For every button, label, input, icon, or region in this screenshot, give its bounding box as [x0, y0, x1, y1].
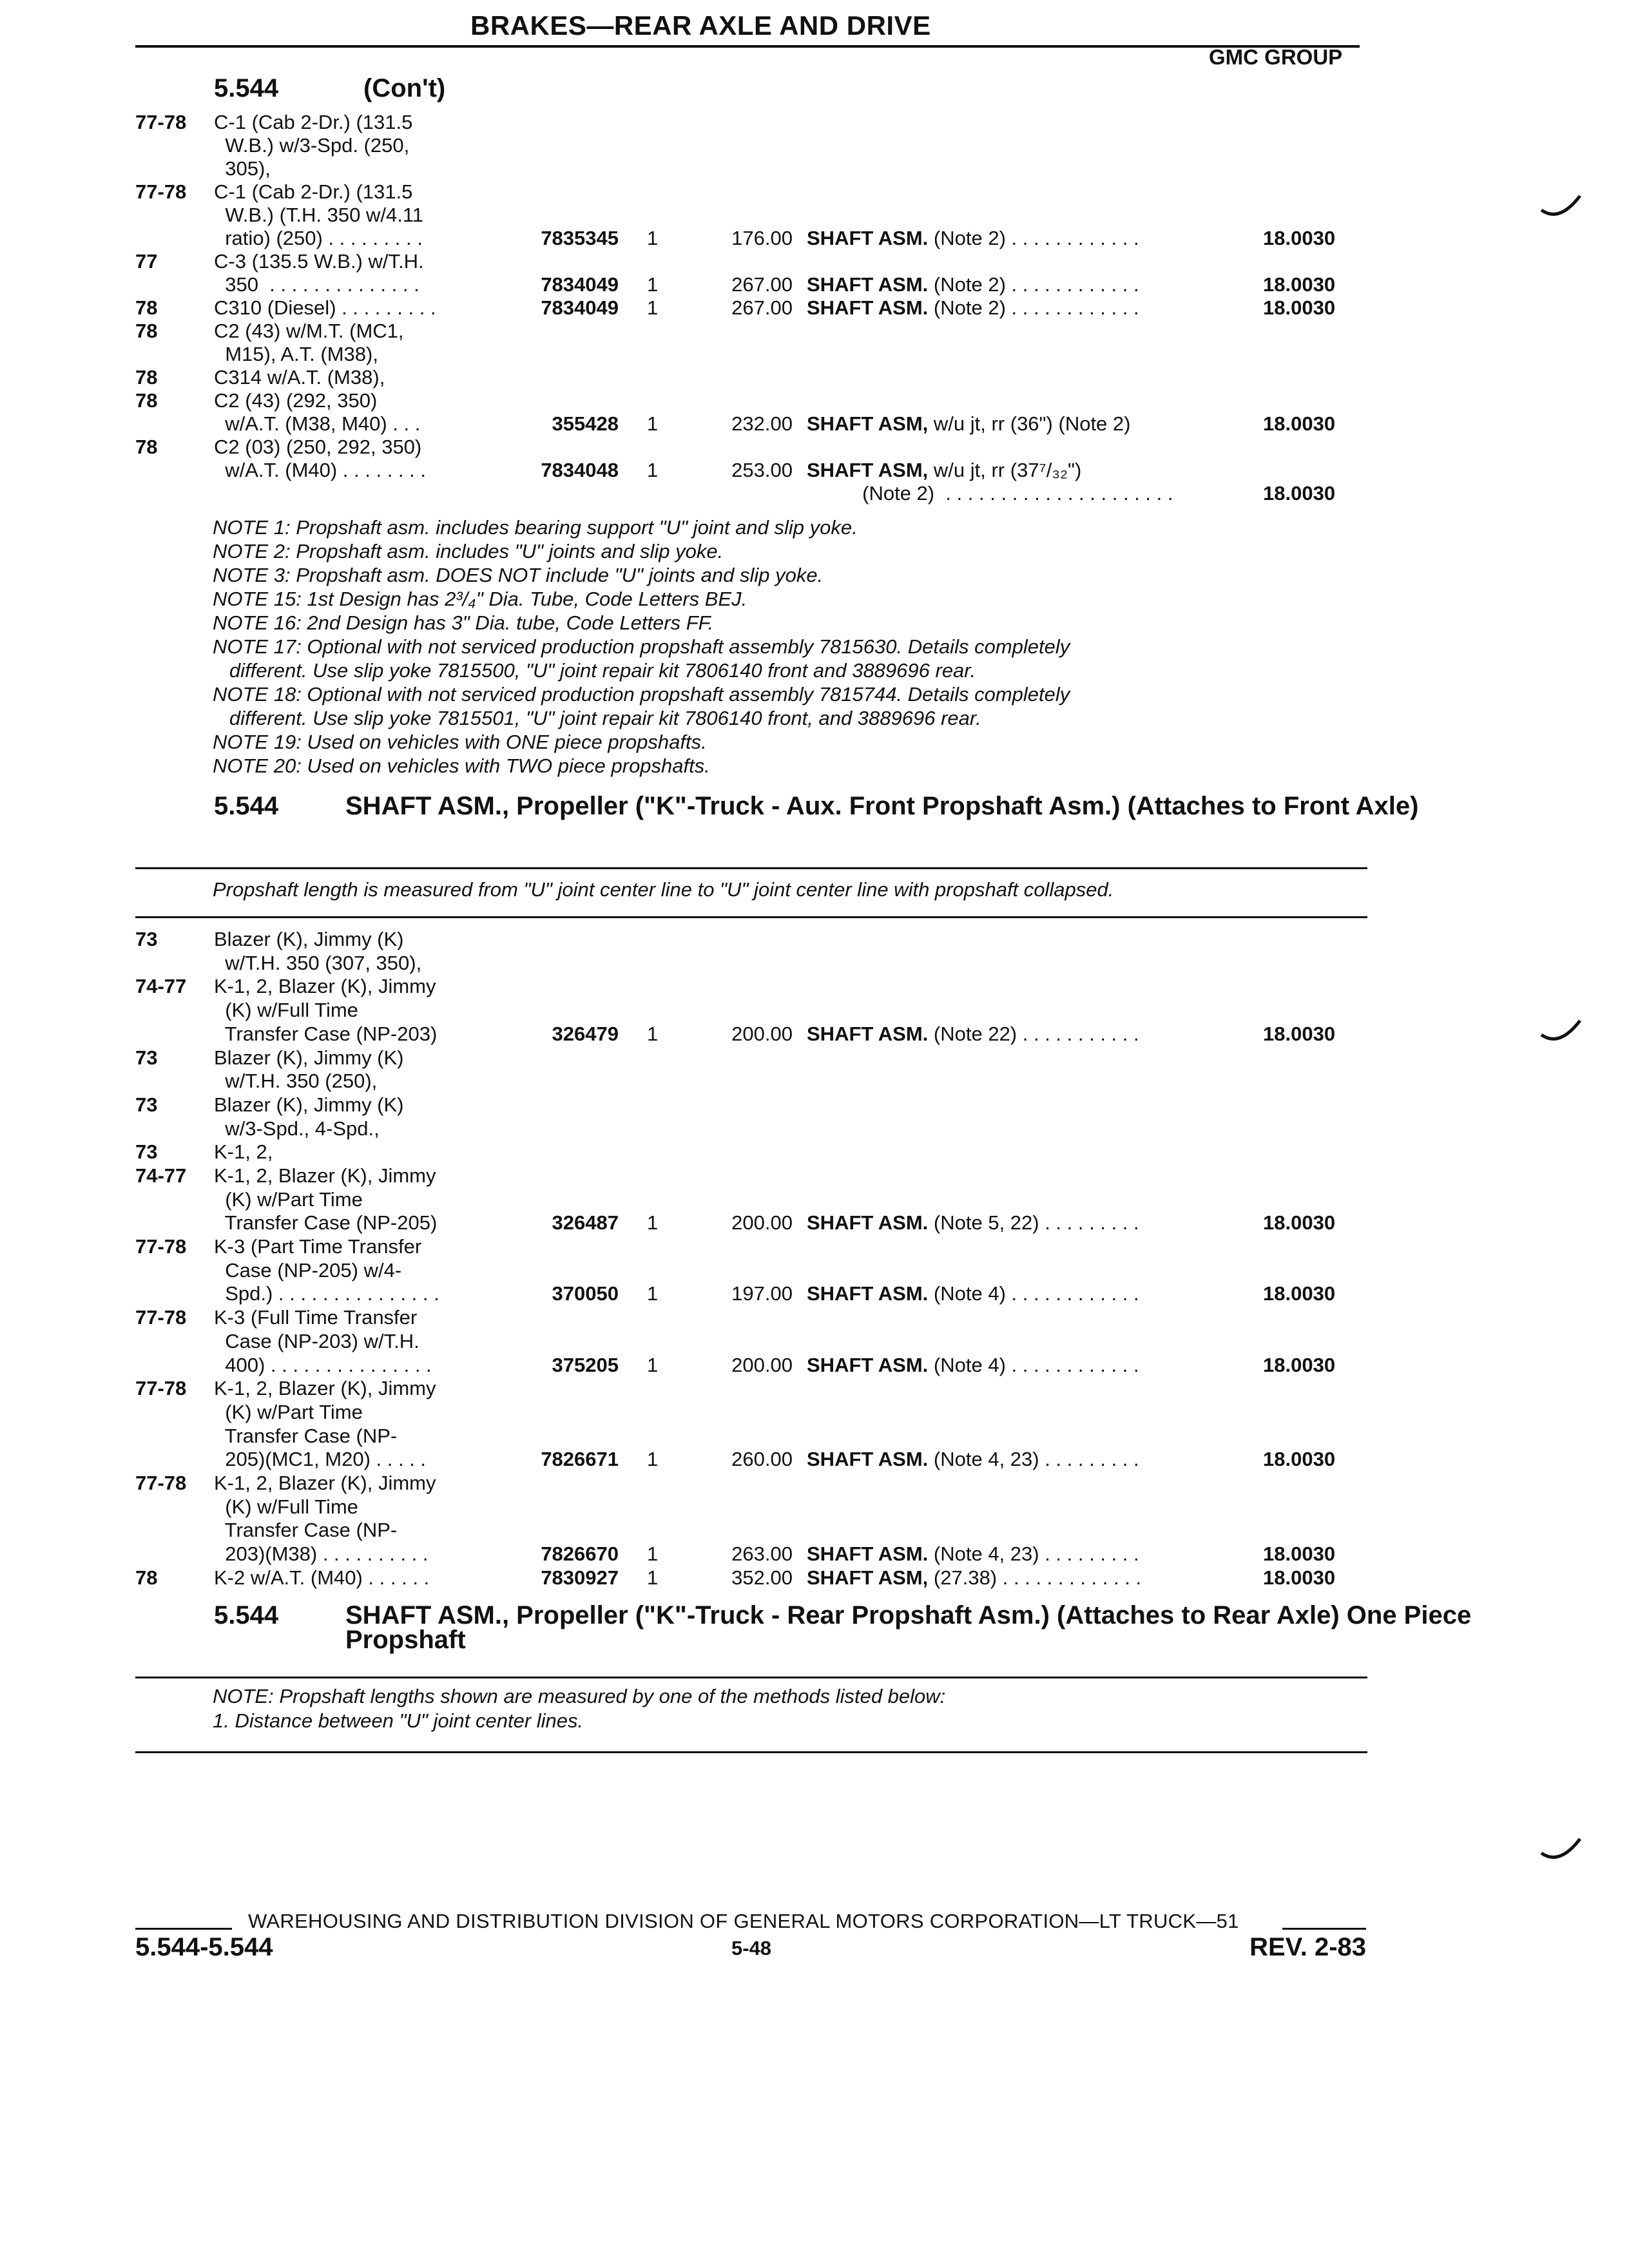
model-year: 73: [135, 1093, 158, 1116]
application-text: Case (NP-205) w/4-: [214, 1258, 402, 1282]
part-name: SHAFT ASM.: [807, 1211, 929, 1235]
model-year: 78: [135, 436, 158, 458]
shaft-length: 200.00: [731, 1211, 793, 1235]
model-year: 77-78: [135, 180, 187, 203]
application-text: K-2 w/A.T. (M40) . . . . . .: [214, 1566, 430, 1589]
application-text: Blazer (K), Jimmy (K): [214, 1093, 404, 1116]
note-line: NOTE 3: Propshaft asm. DOES NOT include "U" joints and slip yoke.: [213, 564, 824, 586]
part-number: 375205: [552, 1353, 619, 1376]
measure-note: Propshaft length is measured from "U" joint center line to "U" joint center line with propshaft collapsed.: [213, 878, 1114, 901]
quantity: 1: [647, 1211, 659, 1235]
part-number: 7830927: [541, 1566, 619, 1589]
part-note: (Note 22) . . . . . . . . . . .: [928, 1022, 1139, 1045]
model-year: 78: [135, 389, 158, 412]
application-text: 205)(MC1, M20) . . . . .: [214, 1448, 427, 1471]
section-title: SHAFT ASM., Propeller ("K"-Truck - Rear Propshaft Asm.) (Attaches to Rear Axle) One Piece Propshaft: [345, 1601, 1472, 1654]
group-label: GMC GROUP: [1209, 45, 1343, 69]
application-text: C-1 (Cab 2-Dr.) (131.5: [214, 180, 413, 203]
shaft-length: 267.00: [731, 296, 793, 319]
quantity: 1: [647, 459, 659, 481]
note-line: NOTE 18: Optional with not serviced production propshaft assembly 7815744. Details completely: [213, 683, 1070, 706]
application-text: Transfer Case (NP-: [214, 1424, 398, 1447]
model-year: 74-77: [135, 1164, 187, 1187]
application-text: K-1, 2, Blazer (K), Jimmy: [214, 975, 436, 998]
model-year: 78: [135, 1566, 158, 1589]
section-number: 5.544: [214, 792, 279, 820]
quantity: 1: [647, 412, 659, 435]
application-text: Transfer Case (NP-203): [214, 1022, 438, 1045]
part-description: [807, 1023, 1139, 1046]
quantity: 1: [647, 296, 659, 319]
table-row: [0, 928, 1629, 975]
group-number: 18.0030: [1263, 227, 1336, 249]
application-text: Transfer Case (NP-: [214, 1519, 398, 1542]
model-year: 73: [135, 1140, 158, 1164]
application-text: C310 (Diesel) . . . . . . . . .: [214, 296, 436, 319]
page-title: BRAKES—REAR AXLE AND DRIVE: [470, 10, 931, 41]
section-number: 5.544: [214, 74, 279, 102]
quantity: 1: [647, 1542, 659, 1566]
application-text: K-1, 2, Blazer (K), Jimmy: [214, 1377, 436, 1400]
quantity: 1: [647, 1448, 659, 1471]
model-year: 77: [135, 250, 158, 273]
divider: [135, 1751, 1367, 1753]
footer-rule-left: [135, 1928, 232, 1930]
footer-page-number: 5-48: [731, 1937, 772, 1959]
table-row: [0, 1140, 1629, 1164]
part-description: [807, 1354, 1139, 1377]
model-year: 73: [135, 928, 158, 950]
application-text: C-1 (Cab 2-Dr.) (131.5: [214, 111, 413, 133]
footer-publisher: WAREHOUSING AND DISTRIBUTION DIVISION OF GENERAL MOTORS CORPORATION—LT TRUCK—51: [248, 1910, 1239, 1932]
shaft-length: 267.00: [731, 273, 793, 296]
table-row: [0, 1093, 1629, 1140]
part-number: 370050: [552, 1282, 619, 1305]
table-row: [0, 975, 1629, 1046]
section-title: (Con't): [363, 74, 446, 102]
part-name: SHAFT ASM.: [807, 1022, 929, 1045]
model-year: 77-78: [135, 1472, 187, 1495]
check-mark-icon: [1540, 1018, 1585, 1044]
application-text: W.B.) w/3-Spd. (250,: [214, 134, 410, 157]
note-line: NOTE 15: 1st Design has 2³/₄" Dia. Tube, Code Letters BEJ.: [213, 588, 747, 610]
part-note: w/u jt, rr (36") (Note 2): [928, 412, 1131, 435]
part-name: SHAFT ASM.: [807, 1282, 929, 1305]
part-note: (Note 4) . . . . . . . . . . . .: [928, 1353, 1139, 1376]
quantity: 1: [647, 1282, 659, 1305]
application-text: C2 (43) w/M.T. (MC1,: [214, 320, 404, 342]
table-row: [0, 1235, 1629, 1306]
group-number: 18.0030: [1263, 1211, 1336, 1235]
model-year: 78: [135, 320, 158, 342]
part-note: (27.38) . . . . . . . . . . . . .: [928, 1566, 1142, 1589]
model-year: 73: [135, 1046, 158, 1069]
footer-rule-right: [1282, 1928, 1366, 1930]
group-number: 18.0030: [1263, 1282, 1336, 1305]
note-line: NOTE 2: Propshaft asm. includes "U" joints and slip yoke.: [213, 540, 724, 562]
application-text: w/T.H. 350 (307, 350),: [214, 951, 422, 974]
group-number: 18.0030: [1263, 482, 1336, 505]
part-name: SHAFT ASM,: [807, 412, 929, 435]
part-number: 326479: [552, 1022, 619, 1045]
application-text: Transfer Case (NP-205): [214, 1211, 438, 1235]
section-title: SHAFT ASM., Propeller ("K"-Truck - Aux. Front Propshaft Asm.) (Attaches to Front Axle): [345, 792, 1419, 820]
quantity: 1: [647, 1353, 659, 1376]
table-row: [0, 1046, 1629, 1093]
part-name: SHAFT ASM,: [807, 459, 929, 481]
part-note: (Note 4, 23) . . . . . . . . .: [928, 1448, 1139, 1471]
model-year: 77-78: [135, 1306, 187, 1329]
part-name: SHAFT ASM.: [807, 1353, 929, 1376]
application-text: Spd.) . . . . . . . . . . . . . . .: [214, 1282, 439, 1305]
application-text: C2 (43) (292, 350): [214, 389, 378, 412]
application-text: W.B.) (T.H. 350 w/4.11: [214, 204, 424, 226]
part-name: SHAFT ASM.: [807, 227, 929, 249]
application-text: K-1, 2,: [214, 1140, 273, 1164]
note-line: different. Use slip yoke 7815501, "U" joint repair kit 7806140 front, and 3889696 rear.: [213, 707, 981, 729]
measure-note-line-2: 1. Distance between "U" joint center lines.: [213, 1709, 584, 1732]
table-row: [0, 1164, 1629, 1235]
quantity: 1: [647, 1022, 659, 1045]
table-row: [0, 1566, 1629, 1590]
application-text: C314 w/A.T. (M38),: [214, 366, 385, 389]
part-note: (Note 4) . . . . . . . . . . . .: [928, 1282, 1139, 1305]
note-line: NOTE 1: Propshaft asm. includes bearing support "U" joint and slip yoke.: [213, 516, 858, 539]
part-note: (Note 2) . . . . . . . . . . . .: [928, 296, 1139, 319]
model-year: 77-78: [135, 1377, 187, 1400]
shaft-length: 200.00: [731, 1022, 793, 1045]
table-row: [0, 1472, 1629, 1566]
shaft-length: 253.00: [731, 459, 793, 481]
shaft-length: 232.00: [731, 412, 793, 435]
application-text: (K) w/Part Time: [214, 1400, 363, 1423]
model-year: 77-78: [135, 111, 187, 133]
application-text: Blazer (K), Jimmy (K): [214, 1046, 404, 1069]
part-description: [807, 1566, 1141, 1590]
application-text: ratio) (250) . . . . . . . . .: [214, 227, 423, 249]
application-text: K-1, 2, Blazer (K), Jimmy: [214, 1472, 436, 1495]
part-number: 7826670: [541, 1542, 619, 1566]
application-text: Case (NP-203) w/T.H.: [214, 1329, 419, 1352]
application-text: K-1, 2, Blazer (K), Jimmy: [214, 1164, 436, 1187]
group-number: 18.0030: [1263, 1022, 1336, 1045]
quantity: 1: [647, 273, 659, 296]
check-mark-icon: [1540, 1836, 1585, 1862]
part-name: SHAFT ASM,: [807, 1566, 929, 1589]
part-description: [807, 1282, 1139, 1305]
part-name: SHAFT ASM.: [807, 1542, 929, 1566]
group-number: 18.0030: [1263, 1353, 1336, 1376]
group-number: 18.0030: [1263, 296, 1336, 319]
model-year: 74-77: [135, 975, 187, 998]
section-number: 5.544: [214, 1601, 279, 1629]
application-text: w/3-Spd., 4-Spd.,: [214, 1117, 380, 1140]
note-line: NOTE 17: Optional with not serviced production propshaft assembly 7815630. Details completely: [213, 635, 1070, 658]
part-number: 326487: [552, 1211, 619, 1235]
application-text: 350 . . . . . . . . . . . . . .: [214, 273, 419, 296]
application-text: C2 (03) (250, 292, 350): [214, 436, 422, 458]
application-text: 305),: [214, 157, 271, 180]
check-mark-icon: [1540, 193, 1585, 219]
quantity: 1: [647, 227, 659, 249]
note-line: different. Use slip yoke 7815500, "U" joint repair kit 7806140 front and 3889696 rear.: [213, 659, 976, 682]
shaft-length: 176.00: [731, 227, 793, 249]
application-text: K-3 (Part Time Transfer: [214, 1235, 422, 1258]
model-year: 78: [135, 296, 158, 319]
part-note: (Note 5, 22) . . . . . . . . .: [928, 1211, 1139, 1235]
group-number: 18.0030: [1263, 412, 1336, 435]
note-line: NOTE 16: 2nd Design has 3" Dia. tube, Code Letters FF.: [213, 611, 714, 634]
application-text: M15), A.T. (M38),: [214, 343, 378, 365]
part-note: (Note 4, 23) . . . . . . . . .: [928, 1542, 1139, 1566]
shaft-length: 197.00: [731, 1282, 793, 1305]
part-name: SHAFT ASM.: [807, 273, 929, 296]
part-note: (Note 2) . . . . . . . . . . . . . . . . . . . . .: [807, 482, 1173, 505]
shaft-length: 200.00: [731, 1353, 793, 1376]
application-text: (K) w/Part Time: [214, 1187, 363, 1211]
quantity: 1: [647, 1566, 659, 1589]
part-description: [807, 1542, 1139, 1566]
note-line: NOTE 20: Used on vehicles with TWO piece propshafts.: [213, 754, 710, 777]
part-description: [807, 1448, 1139, 1471]
footer-section-range: 5.544-5.544: [135, 1933, 273, 1961]
page-footer: [135, 1907, 1366, 1984]
part-number: 7835345: [541, 227, 619, 249]
application-text: K-3 (Full Time Transfer: [214, 1306, 418, 1329]
application-text: (K) w/Full Time: [214, 999, 358, 1022]
application-text: (K) w/Full Time: [214, 1495, 358, 1518]
part-note: w/u jt, rr (37⁷/₃₂"): [928, 459, 1082, 481]
part-number: 7834048: [541, 459, 619, 481]
shaft-length: 260.00: [731, 1448, 793, 1471]
application-text: 400) . . . . . . . . . . . . . . .: [214, 1353, 432, 1376]
group-number: 18.0030: [1263, 273, 1336, 296]
application-text: w/T.H. 350 (250),: [214, 1070, 378, 1093]
part-description: [807, 1211, 1139, 1235]
part-name: SHAFT ASM.: [807, 1448, 929, 1471]
group-number: 18.0030: [1263, 1566, 1336, 1589]
divider: [135, 1677, 1367, 1678]
application-text: Blazer (K), Jimmy (K): [214, 928, 404, 950]
part-note: (Note 2) . . . . . . . . . . . .: [928, 227, 1139, 249]
group-number: 18.0030: [1263, 1542, 1336, 1566]
part-note: (Note 2) . . . . . . . . . . . .: [928, 273, 1139, 296]
application-text: 203)(M38) . . . . . . . . . .: [214, 1542, 429, 1566]
application-text: w/A.T. (M40) . . . . . . . .: [214, 459, 426, 481]
table-row: [0, 1306, 1629, 1377]
group-number: 18.0030: [1263, 1448, 1336, 1471]
application-text: C-3 (135.5 W.B.) w/T.H.: [214, 250, 424, 273]
shaft-length: 352.00: [731, 1566, 793, 1589]
shaft-length: 263.00: [731, 1542, 793, 1566]
application-text: w/A.T. (M38, M40) . . .: [214, 412, 421, 435]
measure-note-line-1: NOTE: Propshaft lengths shown are measured by one of the methods listed below:: [213, 1685, 946, 1707]
part-number: 355428: [552, 412, 619, 435]
table-row: [0, 1377, 1629, 1472]
model-year: 77-78: [135, 1235, 187, 1258]
part-number: 7834049: [541, 296, 619, 319]
part-number: 7834049: [541, 273, 619, 296]
model-year: 78: [135, 366, 158, 389]
footer-revision: REV. 2-83: [1249, 1933, 1366, 1961]
note-line: NOTE 19: Used on vehicles with ONE piece propshafts.: [213, 731, 707, 753]
part-name: SHAFT ASM.: [807, 296, 929, 319]
part-number: 7826671: [541, 1448, 619, 1471]
